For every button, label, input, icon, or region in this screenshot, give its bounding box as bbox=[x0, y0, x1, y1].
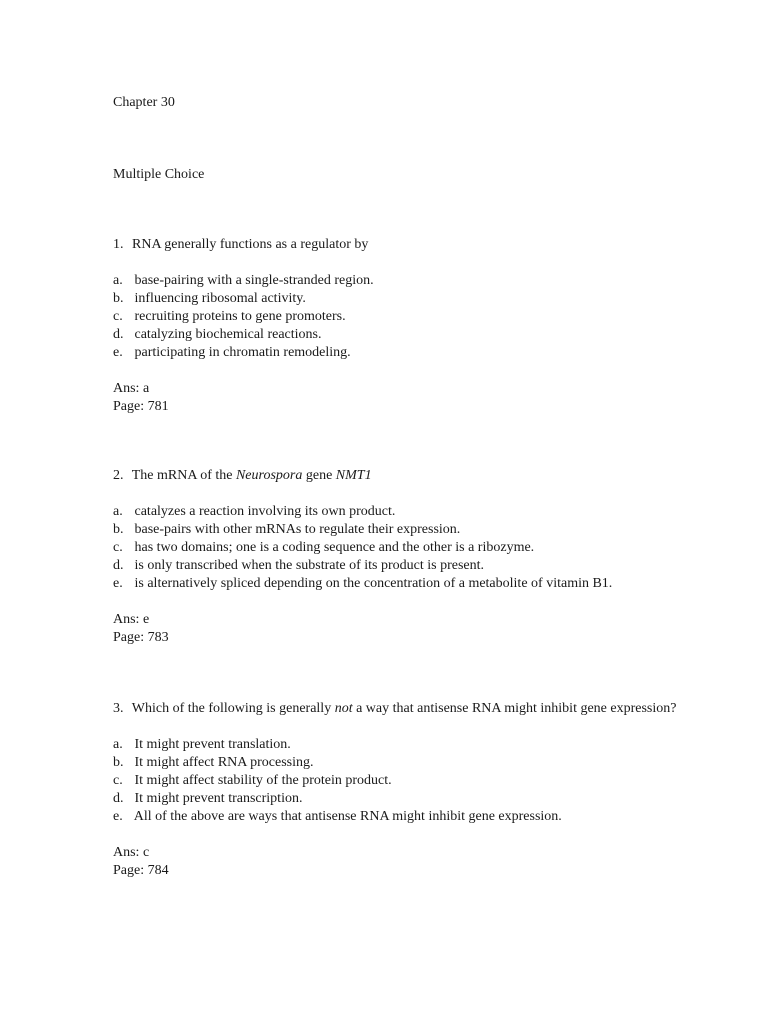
option-text: is only transcribed when the substrate of its product is present. bbox=[134, 558, 485, 573]
option-d bbox=[113, 326, 733, 344]
question-number: 3. bbox=[113, 701, 124, 716]
option-letter: b. bbox=[113, 522, 124, 537]
option-letter: c. bbox=[113, 773, 123, 788]
option-letter: a. bbox=[113, 504, 123, 519]
option-text: It might prevent transcription. bbox=[134, 791, 303, 806]
option-b bbox=[113, 290, 733, 308]
question-text-after: a way that antisense RNA might inhibit gene expression? bbox=[352, 701, 677, 716]
option-a bbox=[113, 736, 733, 754]
option-letter: c. bbox=[113, 540, 123, 555]
options-list bbox=[113, 503, 733, 593]
organism-name: Neurospora bbox=[235, 468, 303, 483]
option-d bbox=[113, 557, 733, 575]
option-e bbox=[113, 575, 733, 593]
question-stem bbox=[113, 467, 733, 485]
answer-block bbox=[113, 844, 733, 880]
option-letter: e. bbox=[113, 576, 123, 591]
option-text: recruiting proteins to gene promoters. bbox=[134, 309, 346, 324]
option-text: influencing ribosomal activity. bbox=[134, 291, 306, 306]
option-text: It might prevent translation. bbox=[134, 737, 291, 752]
question-number: 1. bbox=[113, 237, 124, 252]
chapter-title: Chapter 30 bbox=[113, 95, 175, 110]
option-d bbox=[113, 790, 733, 808]
answer-key: Ans: a bbox=[113, 381, 150, 396]
option-a bbox=[113, 503, 733, 521]
option-letter: e. bbox=[113, 809, 123, 824]
option-text: has two domains; one is a coding sequence and the other is a ribozyme. bbox=[134, 540, 535, 555]
option-b bbox=[113, 521, 733, 539]
option-text: is alternatively spliced depending on the concentration of a metabolite of vitamin B1. bbox=[134, 576, 613, 591]
question-number: 2. bbox=[113, 468, 124, 483]
option-a bbox=[113, 272, 733, 290]
option-letter: d. bbox=[113, 791, 124, 806]
question-text-before: Which of the following is generally bbox=[131, 701, 335, 716]
option-letter: b. bbox=[113, 755, 124, 770]
option-letter: a. bbox=[113, 737, 123, 752]
option-letter: c. bbox=[113, 309, 123, 324]
option-e bbox=[113, 344, 733, 362]
question-text: RNA generally functions as a regulator by bbox=[132, 237, 369, 252]
option-text: All of the above are ways that antisense RNA might inhibit gene expression. bbox=[133, 809, 562, 824]
option-letter: a. bbox=[113, 273, 123, 288]
page-reference: Page: 781 bbox=[113, 399, 169, 414]
section-title: Multiple Choice bbox=[113, 167, 205, 182]
option-c bbox=[113, 308, 733, 326]
option-text: catalyzes a reaction involving its own product. bbox=[134, 504, 396, 519]
question-text-middle: gene bbox=[302, 468, 336, 483]
option-c bbox=[113, 539, 733, 557]
option-text: participating in chromatin remodeling. bbox=[134, 345, 351, 360]
option-text: base-pairing with a single-stranded region. bbox=[134, 273, 374, 288]
option-text: It might affect stability of the protein product. bbox=[134, 773, 392, 788]
emphasis-not: not bbox=[334, 701, 353, 716]
option-letter: d. bbox=[113, 558, 124, 573]
option-b bbox=[113, 754, 733, 772]
answer-key: Ans: c bbox=[113, 845, 150, 860]
options-list bbox=[113, 272, 733, 362]
gene-name: NMT1 bbox=[335, 468, 372, 483]
question-2 bbox=[113, 467, 733, 647]
options-list bbox=[113, 736, 733, 826]
option-c bbox=[113, 772, 733, 790]
question-1 bbox=[113, 236, 733, 416]
answer-block bbox=[113, 380, 733, 416]
question-text-before: The mRNA of the bbox=[131, 468, 236, 483]
option-e bbox=[113, 808, 733, 826]
answer-key: Ans: e bbox=[113, 612, 150, 627]
page-reference: Page: 784 bbox=[113, 863, 169, 878]
option-letter: e. bbox=[113, 345, 123, 360]
answer-block bbox=[113, 611, 733, 647]
option-text: base-pairs with other mRNAs to regulate their expression. bbox=[134, 522, 461, 537]
question-3 bbox=[113, 700, 733, 880]
page-reference: Page: 783 bbox=[113, 630, 169, 645]
option-letter: d. bbox=[113, 327, 124, 342]
question-stem bbox=[113, 700, 733, 718]
option-letter: b. bbox=[113, 291, 124, 306]
question-stem bbox=[113, 236, 733, 254]
option-text: It might affect RNA processing. bbox=[134, 755, 314, 770]
option-text: catalyzing biochemical reactions. bbox=[134, 327, 322, 342]
